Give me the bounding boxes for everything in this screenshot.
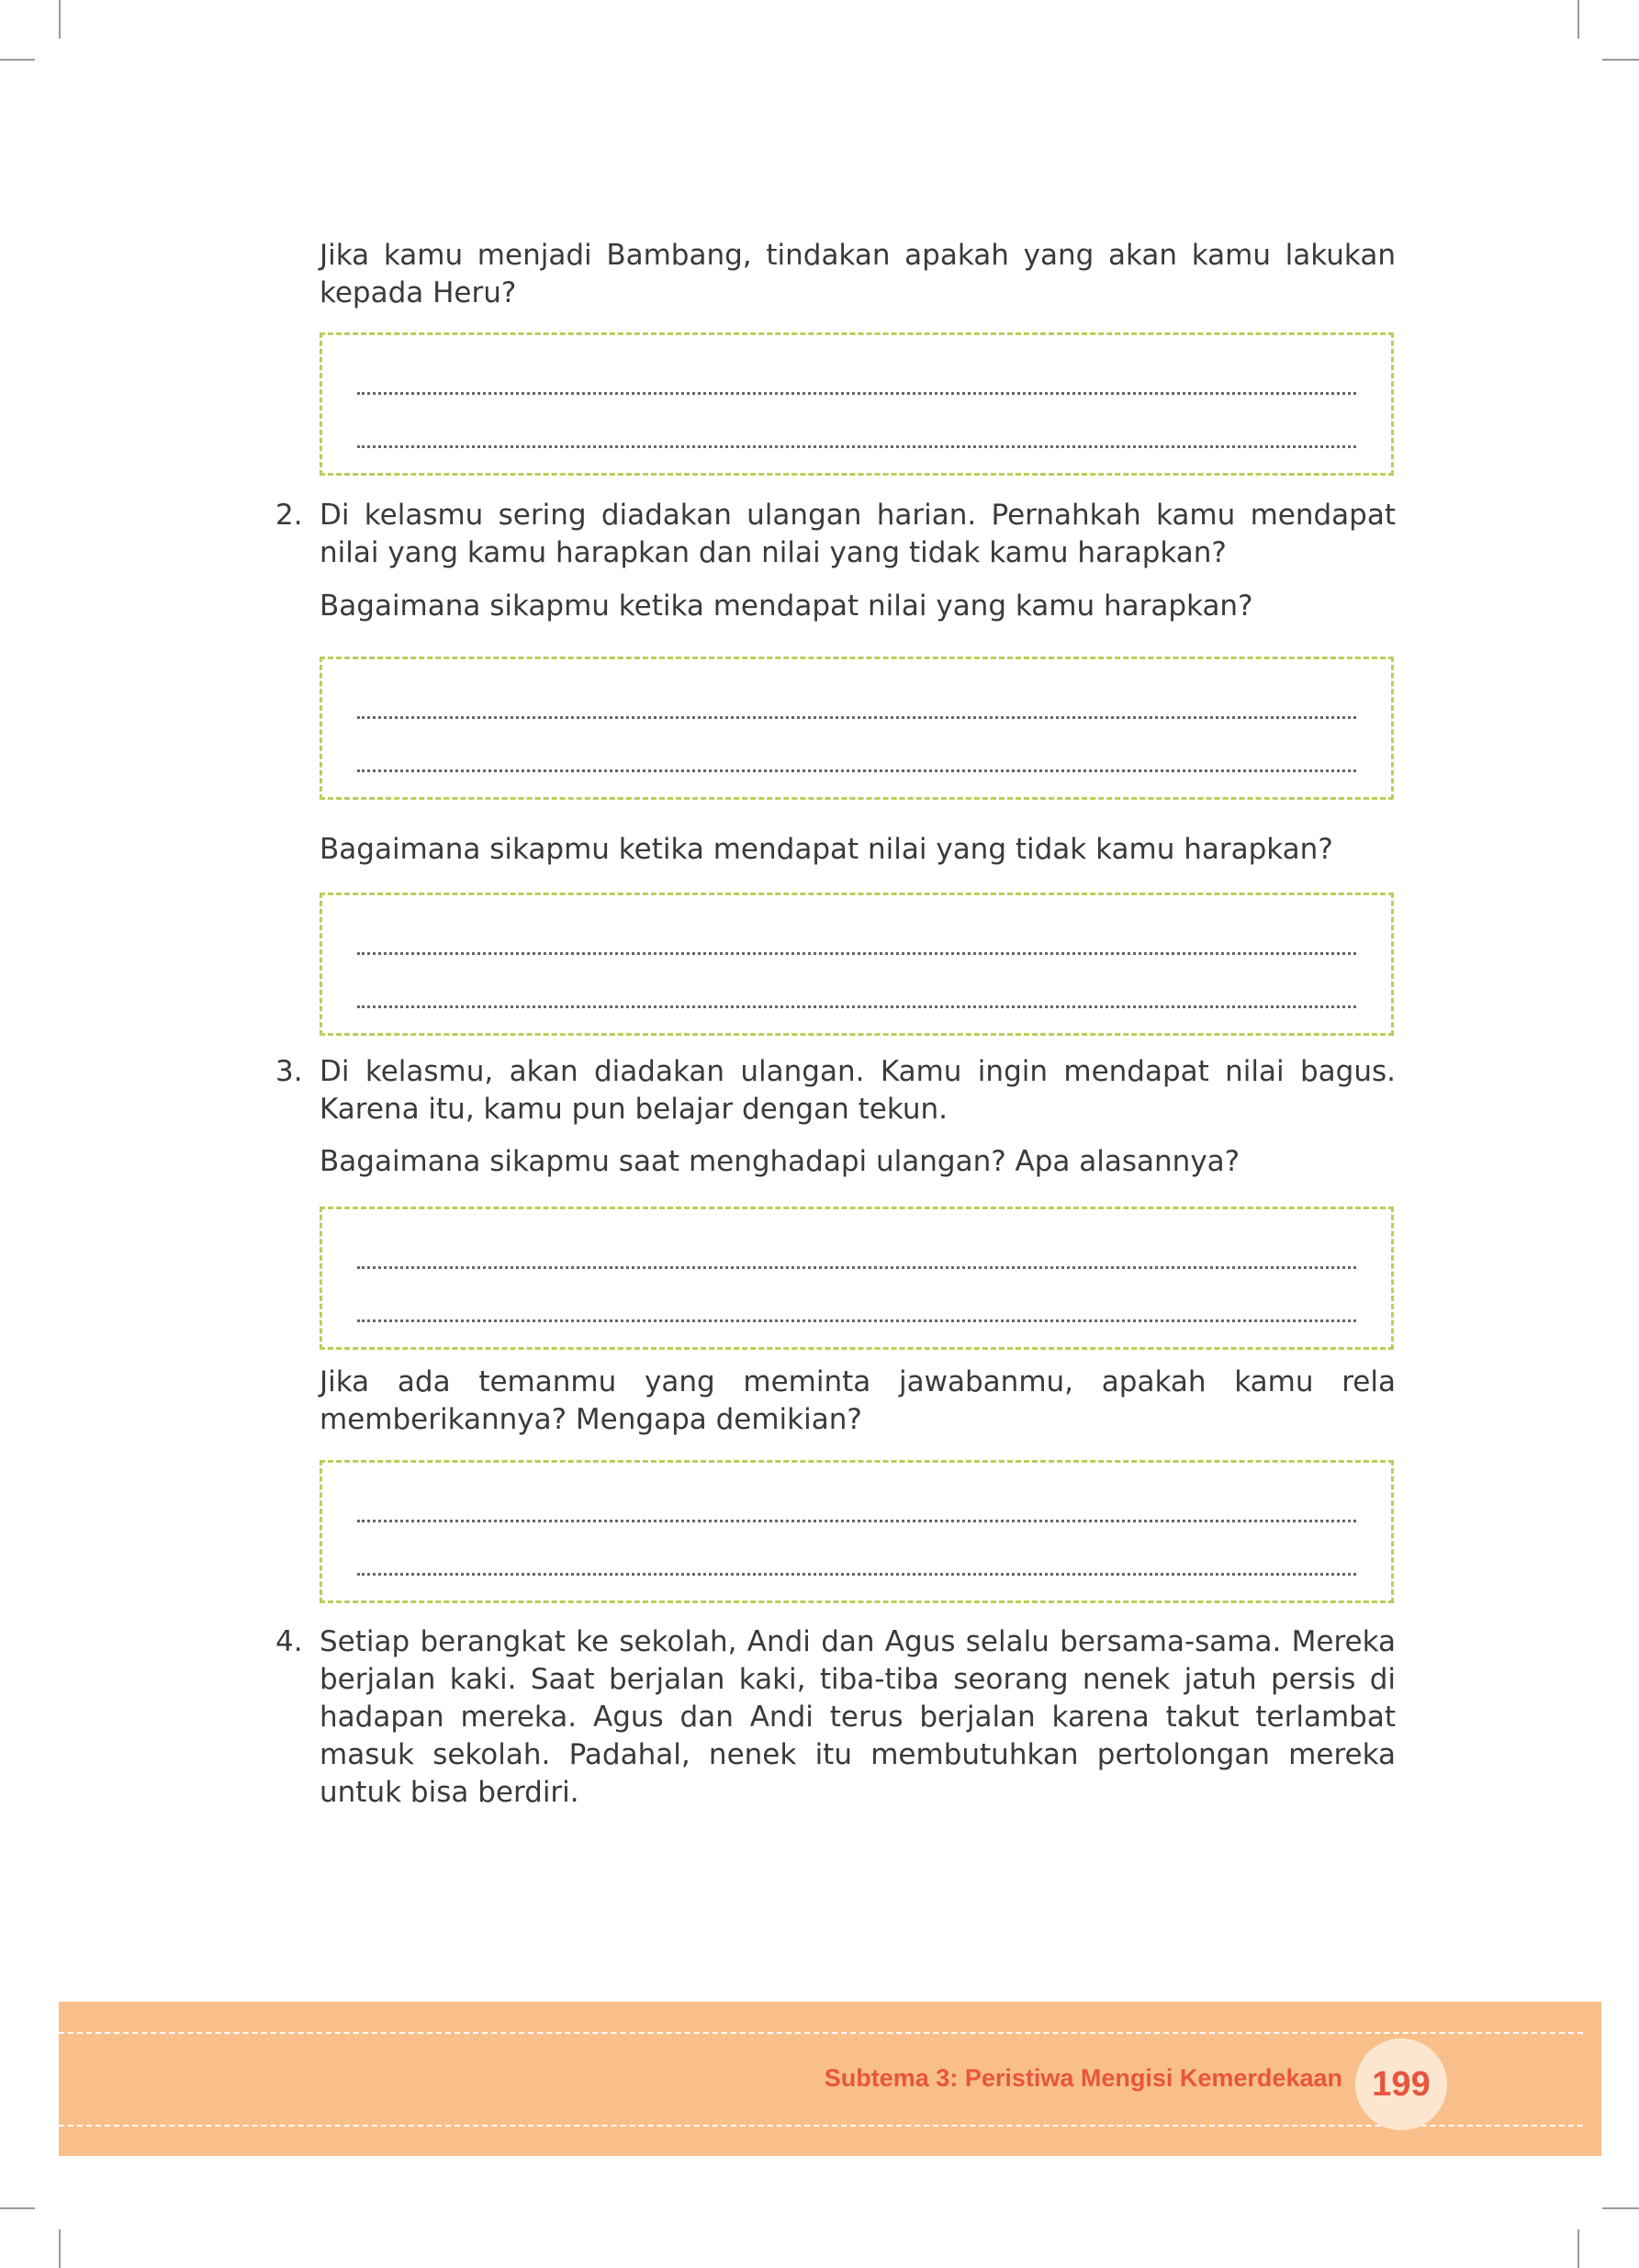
answer-line[interactable]: [357, 1520, 1356, 1522]
footer-dashed-line: [59, 2125, 1583, 2127]
crop-mark: [0, 2207, 35, 2209]
crop-mark: [1602, 2207, 1639, 2209]
question-text: Di kelasmu sering diadakan ulangan harian. Pernahkah kamu mendapat nilai yang kamu harapkan dan nilai yang tidak kamu harapkan?: [320, 499, 1396, 569]
crop-mark: [1602, 59, 1639, 61]
answer-line[interactable]: [357, 1266, 1356, 1269]
question-text: Bagaimana sikapmu saat menghadapi ulangan? Apa alasannya?: [320, 1145, 1240, 1178]
answer-line[interactable]: [357, 769, 1356, 772]
page-number-badge: [1355, 2038, 1447, 2130]
question-text: Jika ada temanmu yang meminta jawabanmu, apakah kamu rela memberikannya? Mengapa demikian?: [320, 1365, 1396, 1436]
item-number: 2.: [275, 499, 303, 532]
answer-line[interactable]: [357, 1319, 1356, 1322]
answer-line[interactable]: [357, 392, 1356, 395]
page-footer: [59, 2002, 1601, 2156]
answer-line[interactable]: [357, 445, 1356, 448]
question-text: Bagaimana sikapmu ketika mendapat nilai yang tidak kamu harapkan?: [320, 833, 1333, 866]
question-text: Bagaimana sikapmu ketika mendapat nilai yang kamu harapkan?: [320, 589, 1253, 623]
crop-mark: [59, 2229, 61, 2268]
footer-subtitle: Subtema 3: Peristiwa Mengisi Kemerdekaan: [824, 2064, 1342, 2092]
question-text: Setiap berangkat ke sekolah, Andi dan Agus selalu bersama-sama. Mereka berjalan kaki. Saat berjalan kaki, tiba-tiba seorang nenek jatuh persis di hadapan mereka. Agus dan Andi terus berjalan karena takut terlambat masuk sekolah. Padahal, nenek itu membutuhkan pertolongan mereka untuk bisa berdiri.: [320, 1625, 1396, 1809]
crop-mark: [1577, 2229, 1579, 2268]
answer-line[interactable]: [357, 716, 1356, 719]
answer-box[interactable]: [320, 657, 1394, 800]
crop-mark: [59, 0, 61, 39]
answer-line[interactable]: [357, 1005, 1356, 1008]
answer-box[interactable]: [320, 893, 1394, 1036]
question-text: Jika kamu menjadi Bambang, tindakan apakah yang akan kamu lakukan kepada Heru?: [320, 239, 1396, 309]
page-number: 199: [1372, 2064, 1431, 2104]
crop-mark: [0, 59, 35, 61]
footer-dashed-line: [59, 2032, 1583, 2034]
item-number: 3.: [275, 1055, 303, 1088]
item-number: 4.: [275, 1625, 303, 1658]
answer-line[interactable]: [357, 1573, 1356, 1576]
answer-box[interactable]: [320, 332, 1394, 476]
answer-line[interactable]: [357, 952, 1356, 955]
answer-box[interactable]: [320, 1460, 1394, 1603]
crop-mark: [1577, 0, 1579, 39]
answer-box[interactable]: [320, 1207, 1394, 1350]
question-text: Di kelasmu, akan diadakan ulangan. Kamu ingin mendapat nilai bagus. Karena itu, kamu pun belajar dengan tekun.: [320, 1055, 1396, 1126]
